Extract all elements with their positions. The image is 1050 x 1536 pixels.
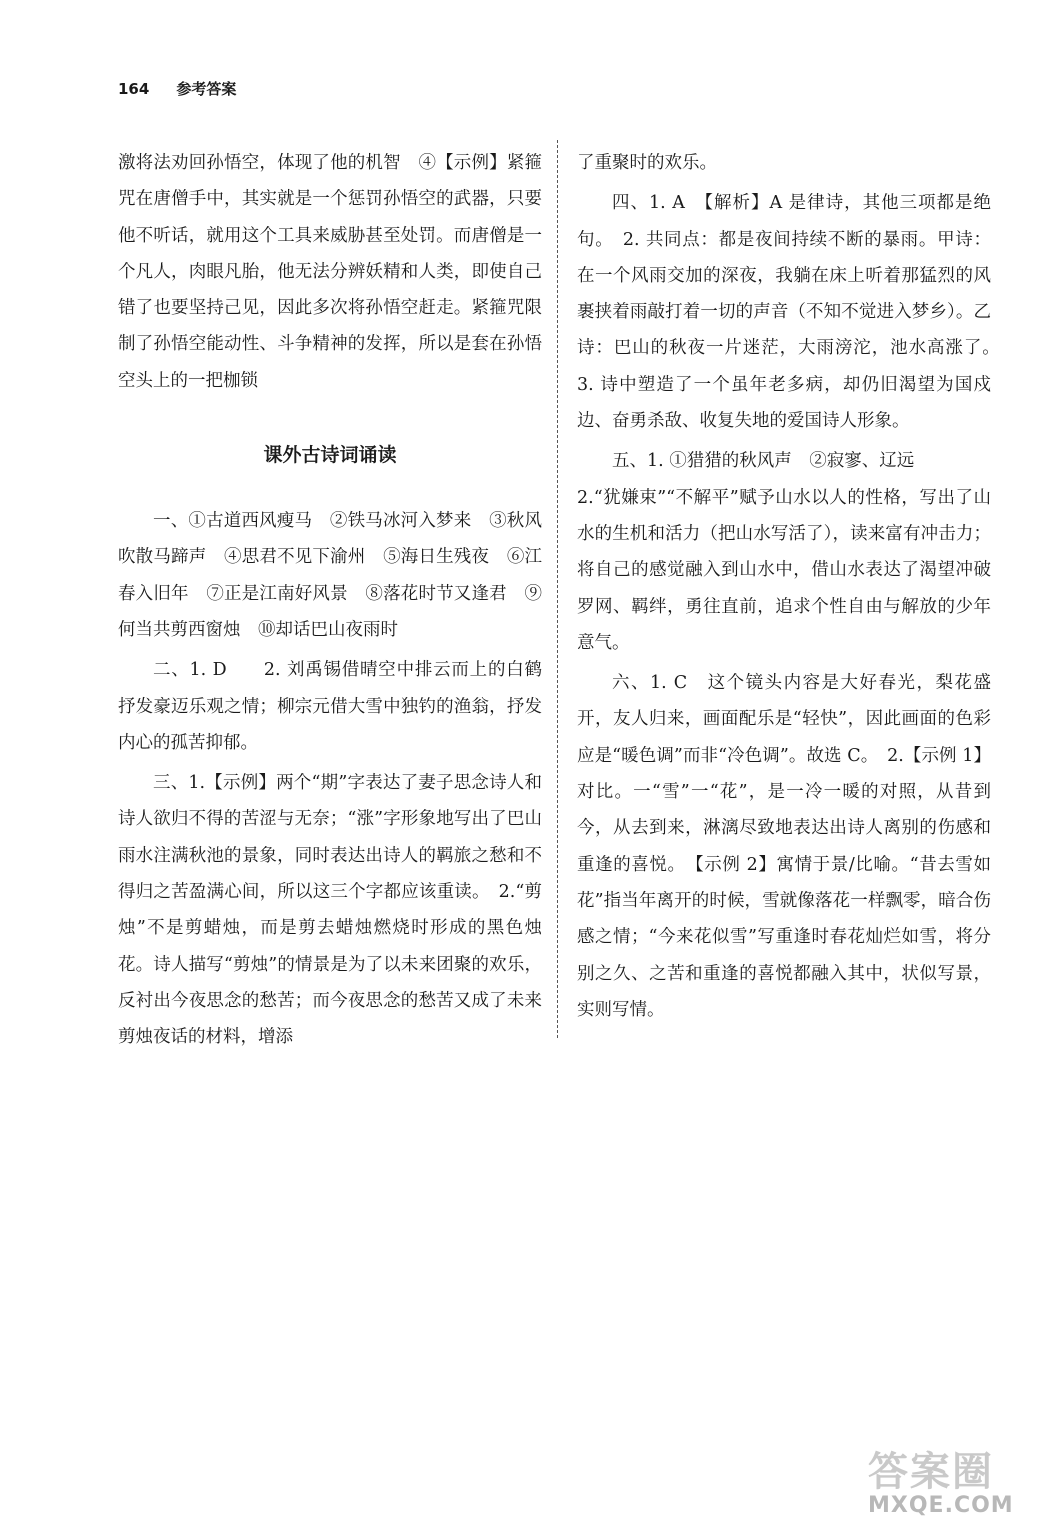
- watermark-sub: MXQE.COM: [868, 1493, 1014, 1518]
- answer-paragraph: 三、1.【示例】两个“期”字表达了妻子思念诗人和诗人欲归不得的苦涩与无奈；“涨”字形象地写出了巴山雨水注满秋池的景象，同时表达出诗人的羁旅之愁和不得归之苦盈满心间，所以这三个字都应该重读。 2.“剪烛”不是剪蜡烛，而是剪去蜡烛燃烧时形成的黑色烛花。诗人描写“剪烛”的情景是为了以未来团聚的欢乐，反衬出今夜思念的愁苦；而今夜思念的愁苦又成了未来剪烛夜话的材料，增添: [118, 773, 542, 1048]
- answer-paragraph: 一、①古道西风瘦马 ②铁马冰河入梦来 ③秋风吹散马蹄声 ④思君不见下渝州 ⑤海日生残夜 ⑥江春入旧年 ⑦正是江南好风景 ⑧落花时节又逢君 ⑨何当共剪西窗烛 ⑩却话巴山夜雨时: [118, 511, 542, 640]
- answer-paragraph: 四、1. A 【解析】A 是律诗，其他三项都是绝句。 2. 共同点：都是夜间持续不断的暴雨。甲诗：在一个风雨交加的深夜，我躺在床上听着那猛烈的风裹挟着雨敲打着一切的声音（不知不觉进入梦乡）。乙诗：巴山的秋夜一片迷茫，大雨滂沱，池水高涨了。 3. 诗中塑造了一个虽年老多病，却仍旧渴望为国戍边、奋勇杀敌、收复失地的爱国诗人形象。: [577, 193, 1009, 432]
- page-number: 164: [118, 80, 150, 98]
- page-title: 参考答案: [176, 80, 237, 98]
- section-title: 课外古诗词诵读: [263, 444, 397, 467]
- answer-paragraph: 激将法劝回孙悟空，体现了他的机智 ④【示例】紧箍咒在唐僧手中，其实就是一个惩罚孙悟空的武器，只要他不听话，就用这个工具来威胁甚至处罚。而唐僧是一个凡人，肉眼凡胎，他无法分辨妖精和人类，即使自己错了也要坚持己见，因此多次将孙悟空赶走。紧箍咒限制了孙悟空能动性、斗争精神的发挥，所以是套在孙悟空头上的一把枷锁: [118, 153, 542, 391]
- answer-paragraph: 五、1. ①猎猎的秋风声 ②寂寥、辽远: [612, 451, 915, 472]
- left-column: [118, 145, 542, 1056]
- column-divider: [557, 140, 558, 1038]
- right-column: [577, 145, 1009, 1028]
- answer-paragraph: 二、1. D 2. 刘禹锡借晴空中排云而上的白鹤抒发豪迈乐观之情；柳宗元借大雪中独钓的渔翁，抒发内心的孤苦抑郁。: [118, 660, 542, 753]
- answer-paragraph: 了重聚时的欢乐。: [577, 153, 717, 173]
- answer-paragraph: 2.“犹嫌束”“不解平”赋予山水以人的性格，写出了山水的生机和活力（把山水写活了），读来富有冲击力；将自己的感觉融入到山水中，借山水表达了渴望冲破罗网、羁绊，勇往直前，追求个性自由与解放的少年意气。: [577, 487, 991, 653]
- answer-paragraph: 六、1. C 这个镜头内容是大好春光，梨花盛开，友人归来，画面配乐是“轻快”，因此画面的色彩应是“暖色调”而非“冷色调”。故选 C。 2.【示例 1】对比。一“雪”一“花”，是一冷一暖的对照，从昔到今，从去到来，淋漓尽致地表达出诗人离别的伤感和重逢的喜悦。 【示例 2】寓情于景/比喻。“昔去雪如花”指当年离开的时候，雪就像落花一样飘零，暗合伤感之情；“今来花似雪”写重逢时春花灿烂如雪，将分别之久、之苦和重逢的喜悦都融入其中，状似写景，实则写情。: [577, 673, 991, 1020]
- page-header: [118, 78, 236, 99]
- watermark-logo: [868, 1440, 1028, 1528]
- watermark-main: 答案圈: [868, 1449, 994, 1495]
